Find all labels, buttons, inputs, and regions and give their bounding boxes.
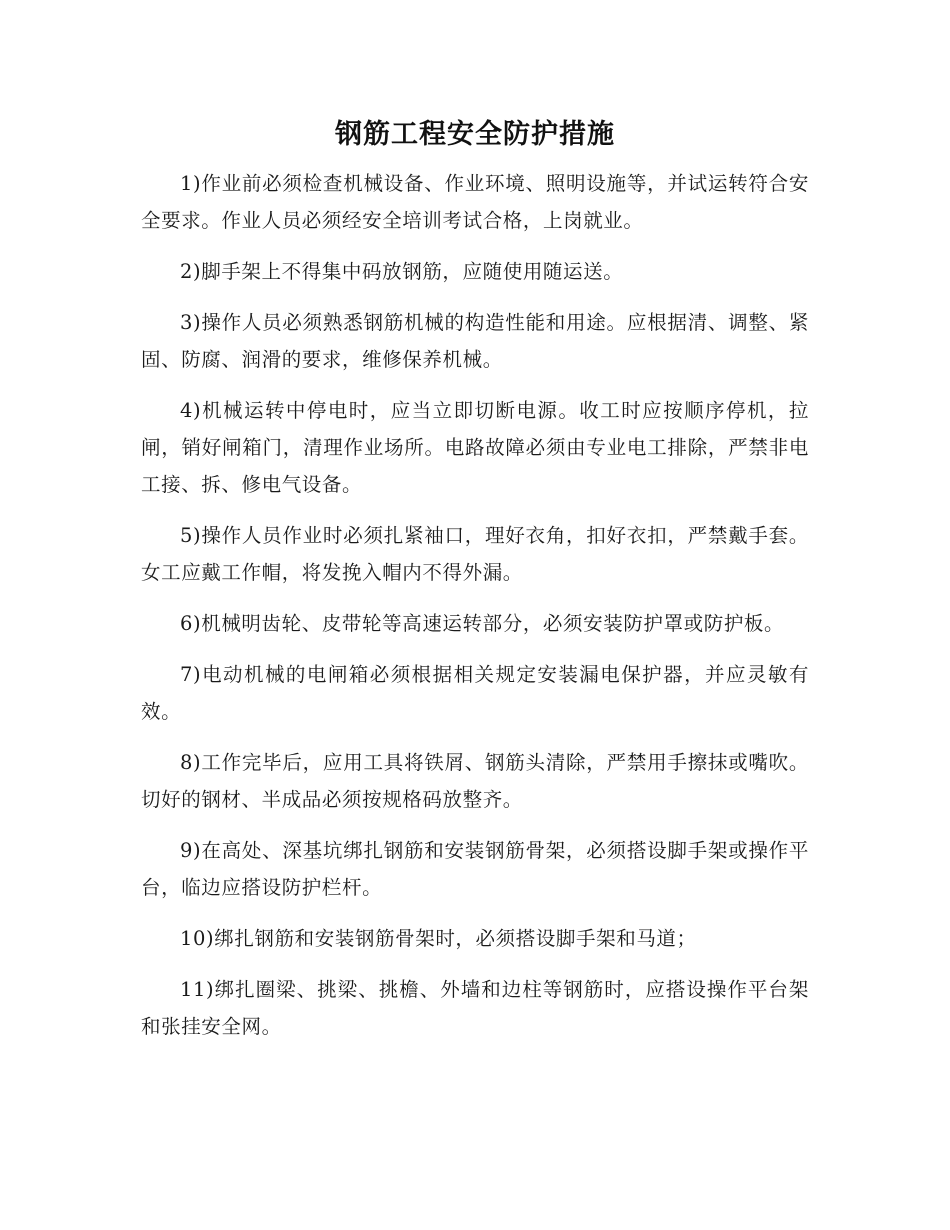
paragraph-1: 1)作业前必须检查机械设备、作业环境、照明设施等，并试运转符合安全要求。作业人员必须经安全培训考试合格，上岗就业。 — [141, 172, 809, 232]
paragraph-8: 8)工作完毕后，应用工具将铁屑、钢筋头清除，严禁用手擦抹或嘴吹。切好的钢材、半成品必须按规格码放整齐。 — [141, 751, 809, 811]
paragraph-7: 7)电动机械的电闸箱必须根据相关规定安装漏电保护器，并应灵敏有效。 — [141, 663, 809, 723]
paragraph-10: 10)绑扎钢筋和安装钢筋骨架时，必须搭设脚手架和马道； — [180, 927, 697, 950]
paragraph-6: 6)机械明齿轮、皮带轮等高速运转部分，必须安装防护罩或防护板。 — [180, 612, 785, 635]
paragraph-3: 3)操作人员必须熟悉钢筋机械的构造性能和用途。应根据清、调整、紧固、防腐、润滑的要求，维修保养机械。 — [141, 311, 809, 371]
paragraph-11: 11)绑扎圈梁、挑梁、挑檐、外墙和边柱等钢筋时，应搭设操作平台架和张挂安全网。 — [141, 978, 809, 1038]
paragraph-9: 9)在高处、深基坑绑扎钢筋和安装钢筋骨架，必须搭设脚手架或操作平台，临边应搭设防护栏杆。 — [141, 839, 809, 899]
document-body — [141, 165, 809, 1059]
paragraph-2: 2)脚手架上不得集中码放钢筋，应随使用随运送。 — [180, 260, 624, 283]
paragraph-5: 5)操作人员作业时必须扎紧袖口，理好衣角，扣好衣扣，严禁戴手套。女工应戴工作帽，将发挽入帽内不得外漏。 — [141, 524, 809, 584]
paragraph-4: 4)机械运转中停电时，应当立即切断电源。收工时应按顺序停机，拉闸，销好闸箱门，清理作业场所。电路故障必须由专业电工排除，严禁非电工接、拆、修电气设备。 — [141, 399, 809, 496]
page-title: 钢筋工程安全防护措施 — [335, 119, 615, 150]
